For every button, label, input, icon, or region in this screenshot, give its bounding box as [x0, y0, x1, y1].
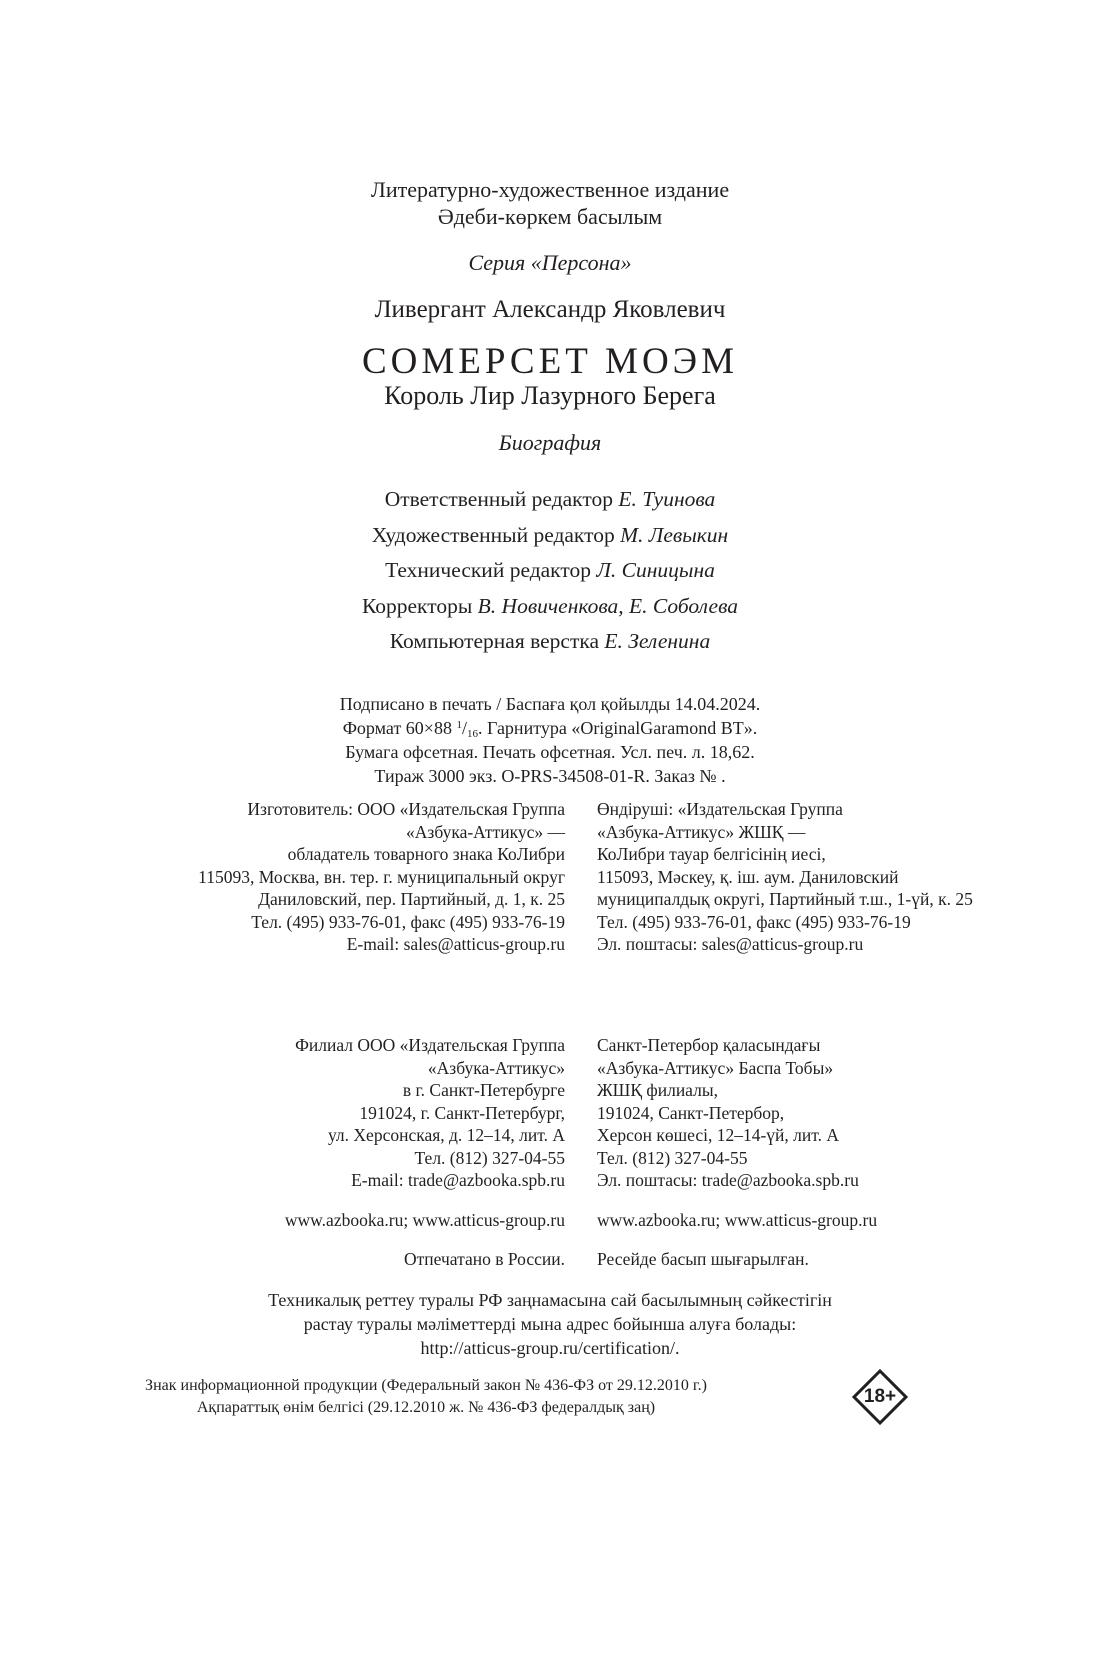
age-rating-label: 18+ — [863, 1386, 897, 1407]
manufacturer-ru-line: 115093, Москва, вн. тер. г. муниципальный округ — [198, 866, 565, 887]
branch-kz-line: Санкт-Петербор қаласындағы — [597, 1035, 821, 1055]
credit-name: В. Новиченкова, Е. Соболева — [477, 594, 739, 618]
credit-name: Е. Зеленина — [604, 629, 711, 653]
manufacturer-kz-line: «Азбука-Аттикус» ЖШҚ — — [597, 821, 806, 842]
printed-in-ru: Отпечатано в России. — [404, 1249, 565, 1269]
branch-ru-line: ул. Херсонская, д. 12–14, лит. А — [327, 1125, 565, 1145]
credit-line — [0, 487, 1100, 512]
branch-kz-line: ЖШҚ филиалы, — [597, 1080, 718, 1100]
branch-kz-email: Эл. поштасы: trade@azbooka.spb.ru — [597, 1170, 859, 1190]
branch-kz-line: «Азбука-Аттикус» Баспа Тобы» — [597, 1057, 834, 1078]
print-paper: Бумага офсетная. Печать офсетная. Усл. печ. л. 18,62. — [345, 742, 755, 762]
edition-type-kz: Әдеби-көркем басылым — [437, 204, 663, 229]
print-signed: Подписано в печать / Баспаға қол қойылды 14.04.2024. — [339, 694, 761, 714]
branch-ru-line: Филиал ООО «Издательская Группа — [295, 1035, 565, 1055]
book-subtitle: Король Лир Лазурного Берега — [384, 381, 716, 410]
format-denominator: 16 — [466, 728, 478, 740]
age-rating-badge — [852, 1369, 908, 1425]
websites-kz: www.azbooka.ru; www.atticus-group.ru — [597, 1210, 878, 1230]
format-suffix: . Гарнитура «OriginalGaramond BT». — [477, 718, 758, 738]
certification-line: Техникалық реттеу туралы РФ заңнамасына сай басылымның сәйкестігін — [268, 1290, 832, 1310]
book-genre: Биография — [498, 430, 602, 455]
format-prefix: Формат 60×88 — [342, 718, 452, 738]
branch-kz — [597, 1034, 859, 1192]
branch-ru-line: Тел. (812) 327-04-55 — [414, 1147, 565, 1168]
manufacturer-kz-line: КоЛибри тауар белгісінің иесі, — [597, 844, 826, 864]
credit-line — [0, 629, 1100, 654]
manufacturer-kz-line: Өндіруші: «Издательская Группа — [597, 799, 843, 819]
manufacturer-kz — [597, 798, 973, 956]
manufacturer-ru — [198, 798, 565, 956]
series-name: Серия «Персона» — [468, 250, 632, 275]
branch-kz-line: 191024, Санкт-Петербор, — [597, 1102, 785, 1123]
manufacturer-ru-line: Тел. (495) 933-76-01, факс (495) 933-76-19 — [251, 911, 565, 932]
credit-line — [0, 594, 1100, 619]
format-numerator: 1 — [456, 719, 462, 731]
certification-url: http://atticus-group.ru/certification/. — [420, 1338, 680, 1358]
manufacturer-ru-line: «Азбука-Аттикус» — — [406, 821, 565, 842]
credit-role: Компьютерная верстка — [389, 629, 600, 653]
websites-ru: www.azbooka.ru; www.atticus-group.ru — [284, 1210, 565, 1230]
branch-ru-line: 191024, г. Санкт-Петербург, — [359, 1102, 565, 1123]
print-format — [0, 718, 1100, 740]
edition-type-ru: Литературно-художественное издание — [370, 177, 730, 202]
branch-ru-line: «Азбука-Аттикус» — [427, 1057, 565, 1078]
manufacturer-kz-line: муниципалдық округі, Партийный т.ш., 1-үй, к. 25 — [597, 889, 973, 909]
credit-line — [0, 523, 1100, 548]
author-name: Ливергант Александр Яковлевич — [374, 296, 726, 323]
branch-ru-email: E-mail: trade@azbooka.spb.ru — [351, 1170, 565, 1190]
branch-ru — [295, 1034, 565, 1192]
credit-role: Художественный редактор — [371, 523, 615, 547]
certification-line: растау туралы мәліметтерді мына адрес бойынша алуға болады: — [303, 1314, 797, 1334]
credit-role: Корректоры — [361, 594, 473, 618]
credit-name: Л. Синицына — [596, 558, 715, 582]
branch-kz-line: Херсон көшесі, 12–14-үй, лит. А — [597, 1125, 839, 1145]
book-title: СОМЕРСЕТ МОЭМ — [361, 341, 738, 382]
manufacturer-ru-email: E-mail: sales@atticus-group.ru — [346, 934, 565, 954]
manufacturer-ru-line: Изготовитель: ООО «Издательская Группа — [247, 799, 565, 819]
manufacturer-ru-line: Даниловский, пер. Партийный, д. 1, к. 25 — [258, 889, 565, 909]
printed-in-kz: Ресейде басып шығарылған. — [597, 1249, 809, 1269]
manufacturer-ru-line: обладатель товарного знака КоЛибри — [287, 844, 565, 864]
format-separator: / — [461, 718, 467, 738]
age-mark-ru: Знак информационной продукции (Федеральный закон № 436-ФЗ от 29.12.2010 г.) — [145, 1377, 707, 1394]
credit-name: Е. Туинова — [618, 487, 716, 511]
manufacturer-kz-line: Тел. (495) 933-76-01, факс (495) 933-76-19 — [597, 911, 911, 932]
age-mark-kz: Ақпараттық өнім белгісі (29.12.2010 ж. № 436-ФЗ федералдық заң) — [196, 1399, 656, 1416]
manufacturer-kz-email: Эл. поштасы: sales@atticus-group.ru — [597, 934, 864, 954]
manufacturer-kz-line: 115093, Мәскеу, қ. іш. аум. Даниловский — [597, 866, 899, 887]
credit-name: М. Левыкин — [620, 523, 729, 547]
credit-line — [0, 558, 1100, 583]
print-run: Тираж 3000 экз. O-PRS-34508-01-R. Заказ № . — [374, 766, 726, 786]
credit-role: Технический редактор — [385, 558, 591, 582]
branch-ru-line: в г. Санкт-Петербурге — [402, 1080, 565, 1100]
credit-role: Ответственный редактор — [384, 487, 613, 511]
branch-kz-line: Тел. (812) 327-04-55 — [597, 1147, 748, 1168]
